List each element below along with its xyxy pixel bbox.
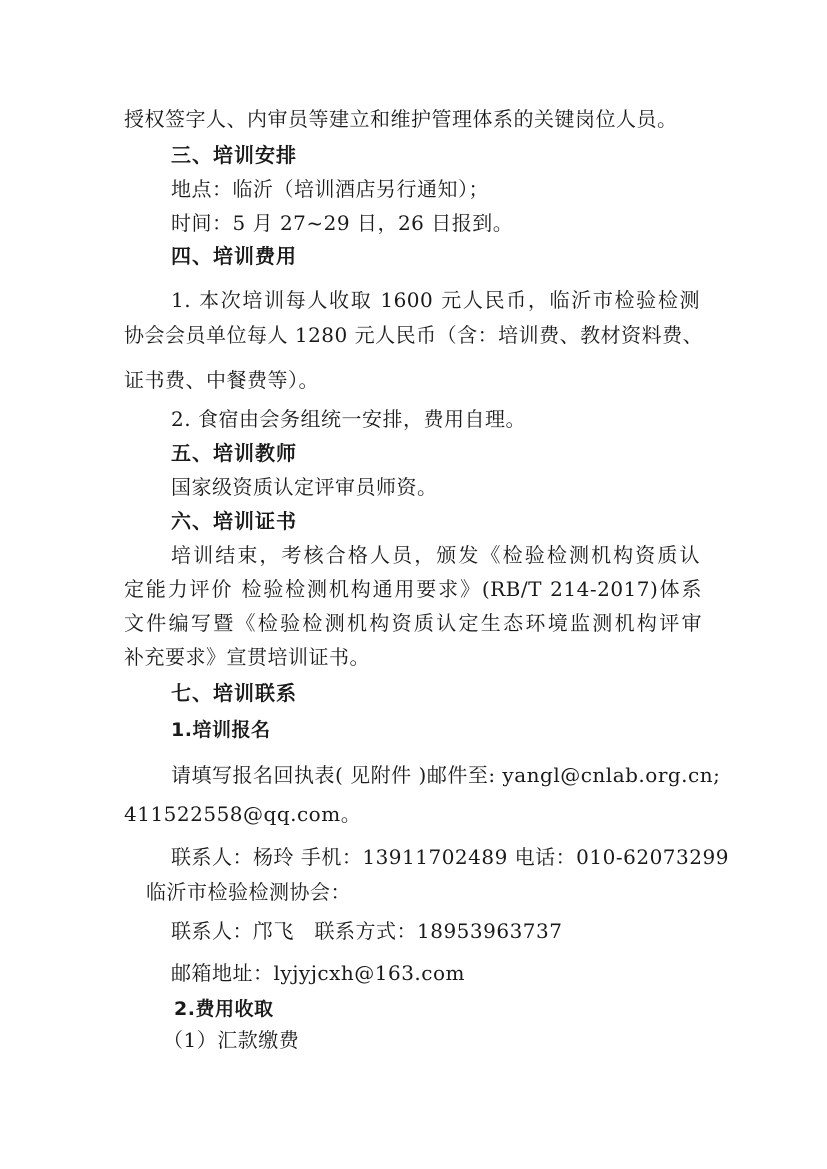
fee-line-2: 协会会员单位每人 1280 元人民币（含：培训费、教材资料费、 xyxy=(124,323,704,347)
registration-email-line: 请填写报名回执表( 见附件 )邮件至: yangl@cnlab.org.cn; xyxy=(171,763,721,787)
section-heading-arrangement: 三、培训安排 xyxy=(171,143,297,167)
section-heading-fees: 四、培训费用 xyxy=(171,244,297,268)
certificate-line-3: 文件编写暨《检验检测机构资质认定生态环境监测机构评审 xyxy=(124,611,702,635)
registration-email-line-2: 411522558@qq.com。 xyxy=(124,802,362,826)
location-line: 地点：临沂（培训酒店另行通知）； xyxy=(171,177,489,201)
subheading-fee-collection: 2.费用收取 xyxy=(174,998,274,1020)
time-line: 时间：5 月 27~29 日，26 日报到。 xyxy=(171,211,514,235)
association-email-line: 邮箱地址：lyjyjcxh@163.com xyxy=(171,961,465,985)
remittance-line: （1）汇款缴费 xyxy=(163,1028,300,1052)
paragraph-line: 授权签字人、内审员等建立和维护管理体系的关键岗位人员。 xyxy=(124,107,678,131)
certificate-line-1: 培训结束，考核合格人员，颁发《检验检测机构资质认 xyxy=(171,543,700,567)
association-line: 临沂市检验检测协会： xyxy=(146,880,351,904)
fee-line-1: 1. 本次培训每人收取 1600 元人民币，临沂市检验检测 xyxy=(171,288,700,312)
certificate-line-4: 补充要求》宣贯培训证书。 xyxy=(124,645,370,669)
subheading-registration: 1.培训报名 xyxy=(171,719,271,741)
fee-line-3: 证书费、中餐费等）。 xyxy=(124,368,319,392)
section-heading-teachers: 五、培训教师 xyxy=(171,441,297,465)
section-heading-contact: 七、培训联系 xyxy=(171,681,297,705)
teachers-line: 国家级资质认定评审员师资。 xyxy=(171,475,438,499)
contact-person-line: 联系人：杨玲 手机：13911702489 电话：010-62073299 xyxy=(171,845,729,869)
association-contact-line: 联系人：邝飞 联系方式：18953963737 xyxy=(171,919,563,943)
section-heading-certificate: 六、培训证书 xyxy=(171,509,297,533)
fee-line-4: 2. 食宿由会务组统一安排，费用自理。 xyxy=(171,407,526,431)
certificate-line-2: 定能力评价 检验检测机构通用要求》(RB/T 214-2017)体系 xyxy=(124,577,702,601)
